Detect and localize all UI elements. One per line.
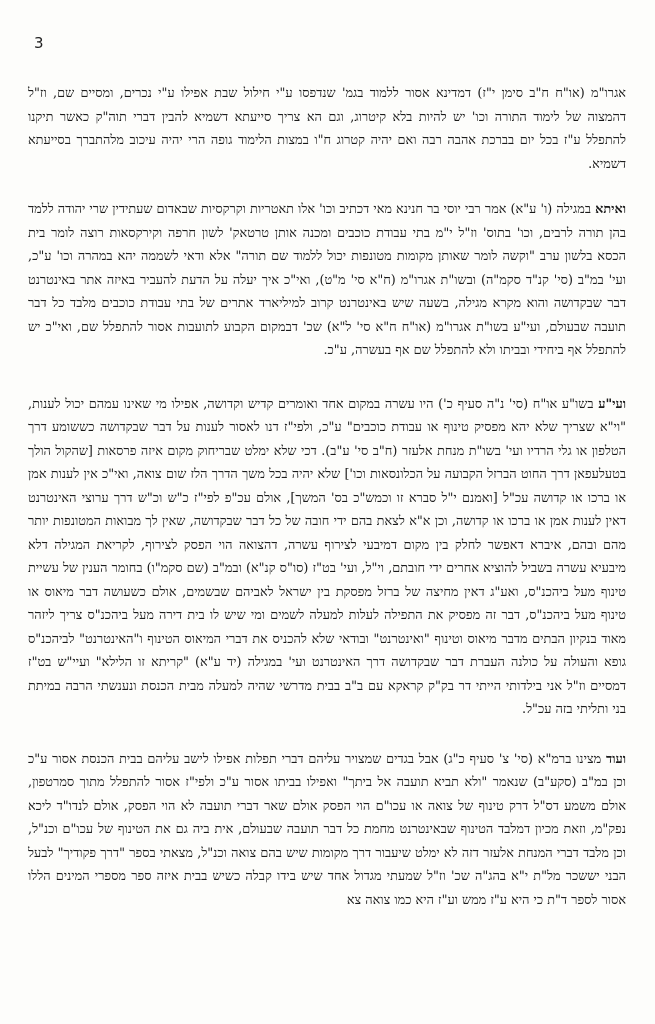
paragraph-3-text: בשו"ע או"ח (סי' נ"ה סעיף כ') היו עשרה במקום אחד ואומרים קדיש וקדושה, אפילו מי שאינו עמהם יכול לענות, "וי"א שצריך שלא יהא מפסיק טינוף או עבודת כוכבים" ע"כ, ולפי"ז דנו לאסור לענות על דבר שבקדושה כששומע דרך הטלפון או גלי הרדיו ועי' בשו"ת מנחת אלעזר (ח"ב סי' ע"ב). דכי שלא ימלט שבריחוק מקום איזה פרסאות [שהקול הולך בטעלעפאן דרך החוט הברזל הקבועה על הכלונסאות וכו'] שלא יהיה בכל משך הדרך הלז שום צואה, ואי"כ אין לענות אמן או ברכו או קדושה עכ"ל [ואמנם י"ל סברא זו וכמש"כ בס' המשך], אולם עכ"פ לפי"ז כ"ש וכ"ש דרך ערוצי האינטרנט דאין לענות אמן או ברכו או קדושה, וכן א"א לצאת בהם ידי חובה של כל דבר שבקדושה, שאין לך מבואות המטונפות יותר מהם ובהם, איברא דאפשר לחלק בין מקום דמיבעי לצירוף עשרה, דהצואה הוי הפסק לצירוף, לקריאת המגילה דלא מיבעיא עשרה בשביל להוציא אחרים ידי חובתם, וי"ל, ועי' בט"ז (סו"ס קנ"א) ובמ"ב (שם סקמ"ו) בחומר הענין של עשיית טינוף מעל ביהכנ"ס, ואע"ג דאין מחיצה של ברזל מפסקת בין ישראל לאביהם שבשמים, אולם כשעושה דבר מיאוס או טינוף מעל ביהכנ"ס, דבר זה מפסיק את התפילה לעלות למעלה לשמים ומי שיש לו בית דירה מעל ביהכנ"ס צריך ליזהר מאוד בנקיון הבתים מדבר מיאוס וטינוף "ואינטרנט" ובודאי שלא להכניס את דברי המיאוס הטינוף ו"האינטרנט" לביהכנ"ס גופא והעולה על כולנה העברת דבר שבקדושה דרך האינטרנט ועי' במגילה (יד ע"א) "קריתא זו הלילא" ועיי"ש בט"ז דמסיים וז"ל אני בילדותי הייתי דר בק"ק קראקא עם ב"ב בבית מדרשי שהיה למעלה מבית הכנסת ונענשתי הרבה במיתת בני ותליתי בזה עכ"ל. bbox=[28, 396, 626, 717]
paragraph-1-text: אגרו"מ (או"ח ח"ב סימן י"ז) דמדינא אסור ללמוד בגמ' שנדפסו ע"י חילול שבת אפילו ע"י נכרים, ומסיים שם, וז"ל דהמצוה של לימוד התורה וכו' יש להיות בלא קיטרוג, וגם הא צריך סייעתא דשמיא להבין דברי תוה"ק כאשר תיקנו להתפלל ע"ז בכל יום בברכת אהבה רבה ואם יהיה קטרוג ח"ו במצות הלימוד גופה הרי יהיה עיכוב מלהתברך בסייעתא דשמיא. bbox=[28, 86, 626, 172]
document-body bbox=[28, 82, 626, 912]
page-number: 3 bbox=[34, 34, 44, 52]
paragraph-2 bbox=[28, 198, 626, 363]
paragraph-4-lead: ועוד bbox=[606, 751, 626, 767]
paragraph-4-text: מצינו ברמ"א (סי' צ' סעיף כ"ג) אבל בגדים שמצויר עליהם דברי תפלות אפילו לישב עליהם בבית הכנסת אסור ע"כ וכן במ"ב (סקע"ב) שנאמר "ולא תביא תועבה אל ביתך" ואפילו בביתו אסור ע"כ ולפי"ז אסור להתפלל מתוך סמרטפון, אולם משמע דס"ל דרק טינוף של צואה או עכו"ם הוי הפסק אולם שאר דברי תועבה לא הוי הפסק, אולם לנדו"ד ליכא נפק"מ, וזאת מכיון דמלבד הטינוף שבאינטרנט מחמת כל דבר תועבה שבעולם, אית ביה גם את הטינוף של עכו"ם וכנ"ל, וכן מלבד דברי המנחת אלעזר דזה לא ימלט שיעבור דרך מקומות שיש בהם צואה וכנ"ל, מצאתי בספר "דרך פקודיך" לבעל הבני יששכר מל"ת י"א בהג"ה שכ' וז"ל שמעתי מגדול אחד שיש בידו קבלה כשיש בבית איזה ספר מספרי המינים הללו אסור לספר ד"ת כי היא ע"ז ממש וע"ז היא כמו צואה צא bbox=[28, 751, 626, 908]
paragraph-3-lead: ועי"ע bbox=[598, 396, 626, 412]
paragraph-2-lead: ואיתא bbox=[595, 202, 626, 217]
paragraph-2-text: במגילה (ו' ע"א) אמר רבי יוסי בר חנינא מאי דכתיב וכו' אלו תאטריות וקרקסיות שבאדום שעתידין שרי יהודה ללמד בהן תורה לרבים, וכו' בתוס' וז"ל י"מ בתי עבודת כוכבים ומכנה אותן טרטאק' לשון חרפה וקירקסאות רוצה לומר בית הכסא בלשון ערב "וקשה לומר שאותן מקומות מטונפות יכול ללמוד שם תורה" אלא ודאי לשממה יהא במהרה וכו' ע"כ, ועי' במ"ב (סי' קנ"ד סקמ"ה) ובשו"ת אגרו"מ (ח"א סי' מ"ט), ואי"כ איך יעלה על הדעת להעביר באיזה אתר באינטרנט דבר שבקדושה והוא מקרא מגילה, בשעה שיש באינטרנט קרוב למיליארד אתרים של בתי עבודת כוכבים מלבד כל דבר תועבה שבעולם, ועי"ע בשו"ת אגרו"מ (או"ח ח"א סי' ל"א) שכ' דבמקום הקבוע לתועבות אסור להתפלל שם, ואי"כ יש להתפלל אף ביחידי ובביתו ולא להתפלל שם אף בעשרה, ע"כ. bbox=[28, 202, 626, 358]
paragraph-3 bbox=[28, 393, 626, 722]
paragraph-4 bbox=[28, 748, 626, 913]
paragraph-1 bbox=[28, 82, 626, 176]
